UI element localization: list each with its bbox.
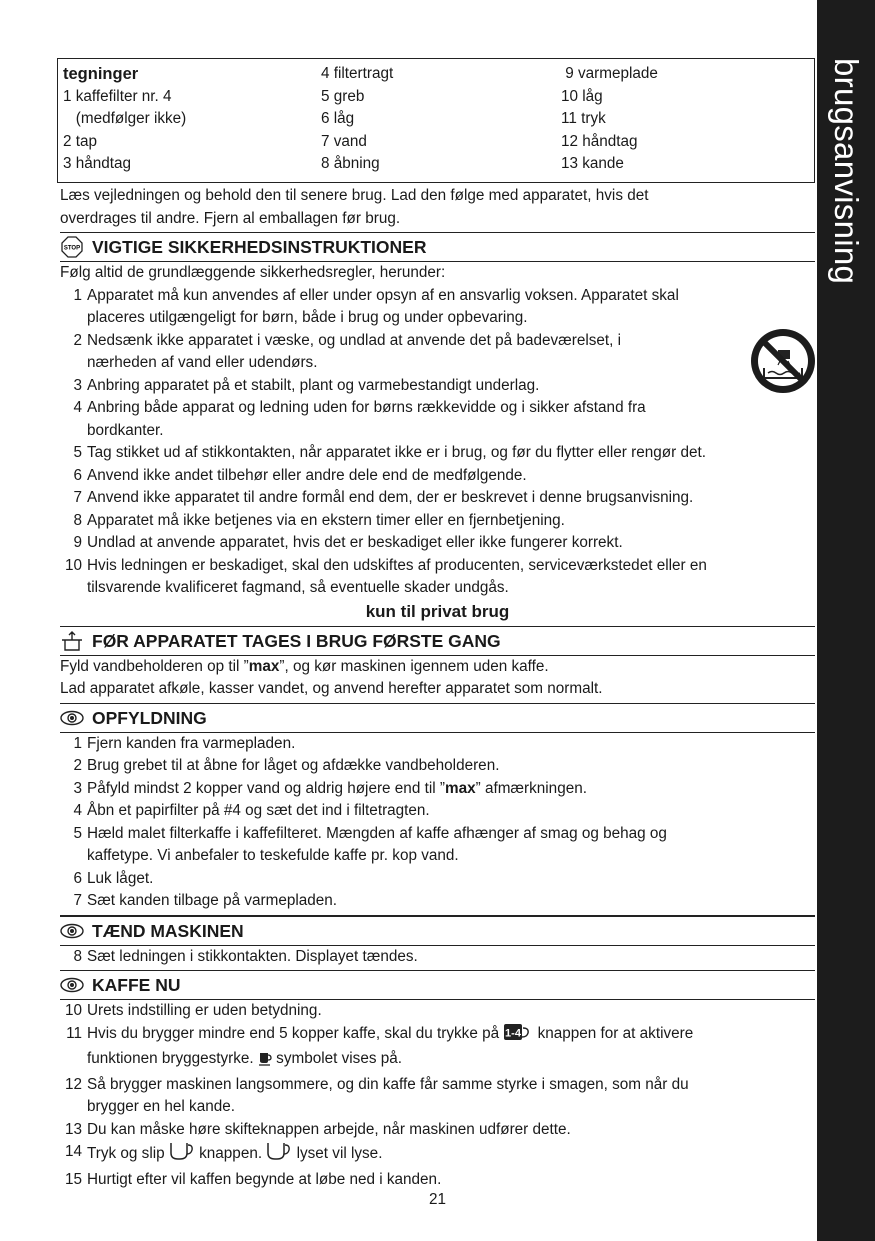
item-text-line <box>87 1074 689 1097</box>
list-item <box>60 1169 815 1192</box>
list-item <box>60 555 815 600</box>
text-segment: Luk låget. <box>87 869 154 887</box>
item-text-line <box>87 1023 693 1049</box>
item-number: 13 <box>64 1120 82 1138</box>
text-segment: Hæld malet filterkaffe i kaffefilteret. Mængden af kaffe afhænger af smag og behag og <box>87 824 667 842</box>
page-number: 21 <box>428 1191 446 1208</box>
text-segment: Fyld vandbeholderen op til ” <box>60 657 249 675</box>
1-4-cups-button-icon <box>503 1023 533 1049</box>
item-text-line <box>87 733 295 756</box>
text-segment: Nedsænk ikke apparatet i væske, og undlad at anvende det på badeværelset, i <box>87 331 622 349</box>
text-segment: Hurtigt efter vil kaffen begynde at løbe ned i kanden. <box>87 1170 442 1188</box>
item-text-line <box>87 510 565 533</box>
text-segment: Tryk og slip <box>87 1145 169 1162</box>
item-text-line <box>87 800 430 823</box>
switch-on-heading: TÆND MASKINEN <box>60 915 815 946</box>
safety-lead: Følg altid de grundlæggende sikkerhedsregler, herunder: <box>60 264 446 281</box>
text-segment: Hvis ledningen er beskadiget, skal den udskiftes af producenten, serviceværkstedet eller en <box>87 556 707 574</box>
private-use-note: kun til privat brug <box>365 601 510 621</box>
item-text-line <box>87 352 621 375</box>
text-segment: Hvis du brygger mindre end 5 kopper kaffe, skal du trykke på <box>87 1024 504 1042</box>
text-segment: funktionen bryggestyrke. <box>87 1050 258 1067</box>
text-segment: Apparatet må kun anvendes af eller under opsyn af en ansvarlig voksen. Apparatet skal <box>87 286 679 304</box>
item-number: 8 <box>73 511 82 529</box>
item-number: 15 <box>64 1170 82 1188</box>
svg-text:1-4: 1-4 <box>505 1027 522 1039</box>
list-item <box>60 1023 815 1074</box>
text-line: 12 håndtag <box>561 132 638 150</box>
text-segment: placeres utilgængeligt for børn, både i brug og under opbevaring. <box>87 309 528 326</box>
drawings-box <box>57 58 815 183</box>
text-line: 8 åbning <box>321 155 380 172</box>
text-line: 5 greb <box>321 87 365 105</box>
list-item <box>60 1000 815 1023</box>
list-item <box>60 890 815 913</box>
item-number: 12 <box>64 1075 82 1093</box>
text-line: 7 vand <box>321 132 367 150</box>
eye-icon <box>60 975 84 995</box>
text-segment: Anbring både apparat og ledning uden for børns rækkevidde og i sikker afstand fra <box>87 399 646 416</box>
item-number: 6 <box>73 466 82 484</box>
first-use-heading: FØR APPARATET TAGES I BRUG FØRSTE GANG <box>60 626 815 656</box>
item-number: 6 <box>73 869 82 887</box>
text-segment: Tag stikket ud af stikkontakten, når apparatet ikke er i brug, og før du flytter eller rengør det. <box>87 444 706 461</box>
text-segment: Fjern kanden fra varmepladen. <box>87 734 296 752</box>
text-segment: Sæt kanden tilbage på varmepladen. <box>87 892 338 909</box>
unpack-box-icon <box>60 631 84 651</box>
item-number: 4 <box>73 399 82 416</box>
text-segment: Sæt ledningen i stikkontakten. Displayet tændes. <box>87 947 418 965</box>
list-item <box>60 1119 815 1142</box>
text-segment: Undlad at anvende apparatet, hvis det er beskadiget eller ikke fungerer korrekt. <box>87 534 623 551</box>
text-segment: Lad apparatet afkøle, kasser vandet, og anvend herefter apparatet som normalt. <box>60 680 603 697</box>
item-text-line <box>87 1096 689 1119</box>
text-segment: Anvend ikke apparatet til andre formål end dem, der er beskrevet i denne brugsanvisning. <box>87 489 694 506</box>
text-segment: Åbn et papirfilter på #4 og sæt det ind i filtetragten. <box>87 802 430 819</box>
list-item <box>60 733 815 756</box>
eye-icon <box>60 708 84 728</box>
item-number: 11 <box>66 1024 82 1042</box>
text-segment: ”, og kør maskinen igennem uden kaffe. <box>279 657 549 675</box>
item-text-line <box>87 577 707 600</box>
item-text-line <box>87 1119 571 1142</box>
text-line: overdrages til andre. Fjern al emballagen før brug. <box>60 209 401 227</box>
text-line: 9 varmeplade <box>561 65 658 82</box>
text-segment: ” afmærkningen. <box>475 779 587 797</box>
item-text-line <box>87 420 646 443</box>
cup-button-icon <box>169 1141 195 1169</box>
no-water-immersion-icon <box>750 328 816 394</box>
cup-button-icon <box>266 1141 292 1169</box>
item-text-line <box>87 823 667 846</box>
text-line: 10 låg <box>561 87 603 105</box>
item-text-line <box>87 465 527 488</box>
coffee-now-heading: KAFFE NU <box>60 970 815 1000</box>
item-number: 9 <box>73 534 82 551</box>
item-text-line <box>87 532 623 555</box>
text-line: 1 kaffefilter nr. 4 <box>63 87 172 105</box>
list-item <box>60 285 815 330</box>
text-segment: lyset vil lyse. <box>292 1145 383 1162</box>
item-text-line <box>87 397 646 420</box>
item-number: 5 <box>73 824 82 842</box>
text-line: 11 tryk <box>561 110 606 127</box>
item-number: 10 <box>64 1002 82 1019</box>
text-segment: Påfyld mindst 2 kopper vand og aldrig højere end til ” <box>87 779 445 797</box>
text-line: 4 filtertragt <box>321 65 394 82</box>
text-segment: brygger en hel kande. <box>87 1098 235 1115</box>
content <box>60 58 815 1191</box>
item-number: 1 <box>73 286 82 304</box>
item-text-line <box>87 946 418 969</box>
text-segment: kaffetype. Vi anbefaler to teskefulde kaffe pr. kop vand. <box>87 847 459 864</box>
list-item <box>60 800 815 823</box>
item-text-line <box>87 1048 693 1074</box>
text-segment: knappen for at aktivere <box>533 1024 694 1042</box>
eye-icon <box>60 921 84 941</box>
text-segment: Urets indstilling er uden betydning. <box>87 1002 322 1019</box>
text-segment: symbolet vises på. <box>271 1050 402 1067</box>
item-text-line <box>87 1141 382 1169</box>
text-line <box>60 656 815 679</box>
bold-text: max <box>444 779 476 797</box>
item-text-line <box>87 755 499 778</box>
text-segment: tilsvarende kvalificeret fagmand, så eventuelle skader undgås. <box>87 579 509 596</box>
text-segment: Anvend ikke andet tilbehør eller andre dele end de medfølgende. <box>87 466 527 484</box>
item-text-line <box>87 307 679 330</box>
item-number: 2 <box>73 331 82 349</box>
text-line: 6 låg <box>321 110 355 127</box>
text-segment: knappen. <box>194 1145 267 1162</box>
item-text-line <box>87 890 337 913</box>
item-number: 3 <box>73 779 82 797</box>
text-segment: nærheden af vand eller udendørs. <box>87 354 318 371</box>
list-item <box>60 823 815 868</box>
safety-heading: STOP VIGTIGE SIKKERHEDSINSTRUKTIONER <box>60 232 815 262</box>
text-line: 2 tap <box>63 132 98 150</box>
item-number: 7 <box>73 892 82 909</box>
item-text-line <box>87 1000 322 1023</box>
list-item <box>60 755 815 778</box>
list-item <box>60 330 815 375</box>
list-item <box>60 487 815 510</box>
list-item <box>60 868 815 891</box>
item-number: 5 <box>73 444 82 461</box>
item-number: 7 <box>73 489 82 506</box>
text-segment: Apparatet må ikke betjenes via en ekstern timer eller en fjernbetjening. <box>87 511 565 529</box>
list-item <box>60 1074 815 1119</box>
item-number: 1 <box>73 734 82 752</box>
item-text-line <box>87 1169 441 1192</box>
text-segment: Brug grebet til at åbne for låget og afdække vandbeholderen. <box>87 757 500 774</box>
item-number: 2 <box>73 757 82 774</box>
drawings-title: tegninger <box>63 65 139 83</box>
filling-heading: OPFYLDNING <box>60 703 815 733</box>
item-text-line <box>87 555 707 578</box>
list-item <box>60 532 815 555</box>
list-item <box>60 375 815 398</box>
item-number: 3 <box>73 376 82 394</box>
text-segment: Du kan måske høre skifteknappen arbejde, når maskinen udfører dette. <box>87 1120 571 1138</box>
list-item <box>60 1141 815 1169</box>
text-line: Læs vejledningen og behold den til senere brug. Lad den følge med apparatet, hvis det <box>60 187 649 204</box>
text-segment: Anbring apparatet på et stabilt, plant og varmebestandigt underlag. <box>87 376 540 394</box>
stop-sign-icon <box>60 237 84 257</box>
item-text-line <box>87 375 539 398</box>
text-line <box>60 678 815 701</box>
text-line: 13 kande <box>561 155 624 172</box>
list-item <box>60 465 815 488</box>
list-item <box>60 397 815 442</box>
text-line: 3 håndtag <box>63 155 132 172</box>
item-number: 10 <box>64 556 82 574</box>
item-number: 8 <box>73 947 82 965</box>
item-text-line <box>87 487 693 510</box>
item-number: 14 <box>64 1143 82 1160</box>
item-text-line <box>87 442 706 465</box>
list-item <box>60 778 815 801</box>
text-line: (medfølger ikke) <box>63 110 187 127</box>
item-text-line <box>87 285 679 308</box>
sidebar-tab <box>817 0 875 1241</box>
list-item <box>60 510 815 533</box>
strength-cup-icon <box>258 1050 272 1074</box>
text-segment: Så brygger maskinen langsommere, og din kaffe får samme styrke i smagen, som når du <box>87 1075 689 1093</box>
sidebar-title: brugsanvisning <box>828 58 865 285</box>
item-number: 4 <box>73 802 82 819</box>
list-item <box>60 946 815 969</box>
bold-text: max <box>248 657 280 675</box>
text-segment: bordkanter. <box>87 421 164 439</box>
item-text-line <box>87 845 667 868</box>
svg-text:STOP: STOP <box>63 245 81 252</box>
item-text-line <box>87 330 621 353</box>
item-text-line <box>87 868 153 891</box>
item-text-line <box>87 778 587 801</box>
list-item <box>60 442 815 465</box>
